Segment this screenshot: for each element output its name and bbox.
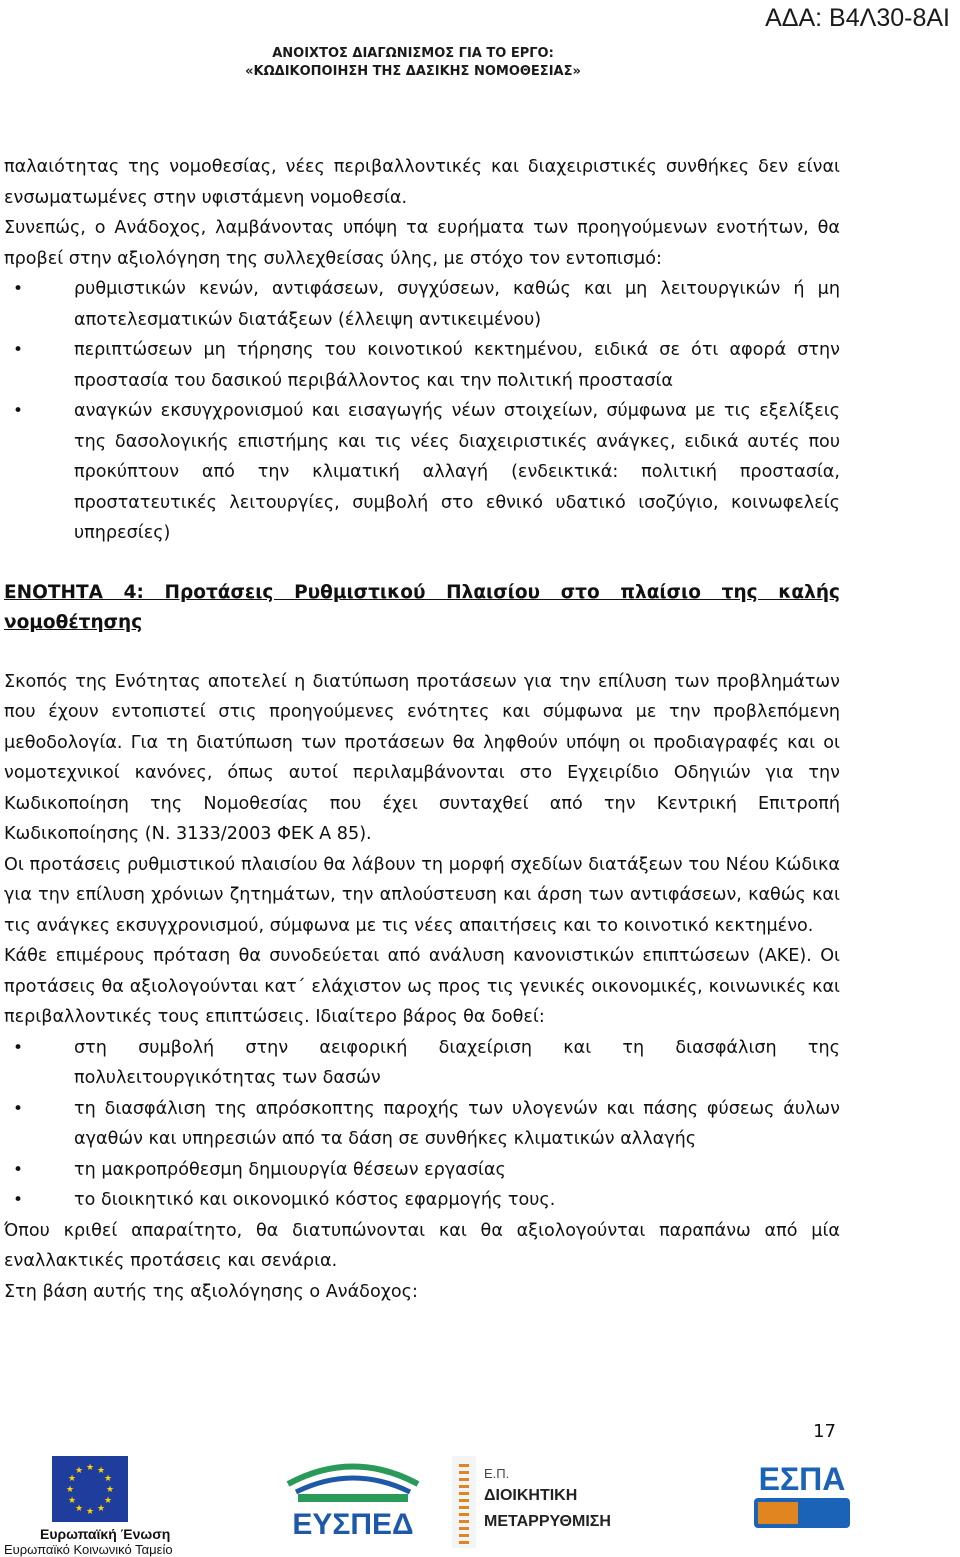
paragraph-alternatives: Όπου κριθεί απαραίτητο, θα διατυπώνονται και θα αξιολογούνται παραπάνω από μία εναλλακτικές προτάσεις και σενάρια. [4,1220,840,1271]
svg-text:★: ★ [96,1466,106,1476]
list-item-text: ρυθμιστικών κενών, αντιφάσεων, συγχύσεων, καθώς και μη λειτουργικών ή μη αποτελεσματικών διατάξεων (έλλειψη αντικειμένου) [74,279,840,330]
svg-text:★: ★ [67,1474,77,1484]
ep-label: Ε.Π. [484,1466,510,1481]
svg-text:★: ★ [85,1463,95,1473]
list-item [4,396,840,549]
bullet-icon: • [13,279,24,299]
svg-text:★: ★ [105,1485,115,1495]
svg-text:★: ★ [103,1474,113,1484]
eu-stars [52,1456,128,1522]
eyspe-logo-icon [268,1454,438,1542]
bullet-icon: • [13,401,24,421]
list-item-text: αναγκών εκσυγχρονισμού και εισαγωγής νέων στοιχείων, σύμφωνα με τις εξελίξεις της δασολογικής επιστήμης και τις νέες διαχειριστικές ανάγκες, ειδικά αυτές που προκύπτουν από την κλιματική αλλαγή (ενδεικτικά: πολιτική προστασία, προστατευτικές λειτουργίες, συμβολή στο εθνικό υδατικό ισοζύγιο, κοινωφελείς υπηρεσίες) [74,401,840,543]
svg-text:★: ★ [103,1496,113,1506]
bullet-icon: • [13,1159,24,1180]
tender-title-line-1: ΑΝΟΙΧΤΟΣ ΔΙΑΓΩΝΙΣΜΟΣ ΓΙΑ ΤΟ ΕΡΓΟ: [272,46,554,61]
list-item [4,1185,840,1216]
svg-text:★: ★ [65,1485,75,1495]
ep-reform-logo [448,1454,648,1550]
ep-admin-label: ΔΙΟΙΚΗΤΙΚΗ [484,1487,578,1504]
ada-code: ΑΔΑ: Β4Λ30-8ΑΙ [765,4,950,32]
espa-logo [744,1452,860,1542]
list-item-text: τη μακροπρόθεσμη δημιουργία θέσεων εργασίας [74,1159,506,1180]
document-body [4,152,840,1307]
svg-text:★: ★ [85,1507,95,1517]
list-item [4,1155,840,1186]
list-item-text: περιπτώσεων μη τήρησης του κοινοτικού κεκτημένου, ειδικά σε ότι αφορά στην προστασία του δασικού περιβάλλοντος και την πολιτική προστασία [74,340,840,391]
list-item [4,274,840,335]
paragraph-purpose: Σκοπός της Ενότητας αποτελεί η διατύπωση προτάσεων για την επίλυση των προβλημάτων που έχουν εντοπιστεί στις προηγούμενες ενότητες και σύμφωνα με την προβλεπόμενη μεθοδολογία. Για τη διατύπωση των προτάσεων θα ληφθούν υπόψη οι προδιαγραφές και οι νομοτεχνικοί κανόνες, όπως αυτοί περιλαμβάνονται στο Εγχειρίδιο Οδηγιών για την Κωδικοποίηση της Νομοθεσίας που έχει συνταχθεί από την Κεντρική Επιτροπή Κωδικοποίησης (Ν. 3133/2003 ΦΕΚ Α 85). [4,671,840,844]
svg-text:★: ★ [96,1504,106,1514]
bullet-list-1 [4,274,840,549]
bullet-icon: • [13,1098,24,1119]
list-item [4,335,840,396]
paragraph-ria: Κάθε επιμέρους πρόταση θα συνοδεύεται από ανάλυση κανονιστικών επιπτώσεων (ΑΚΕ). Οι προτάσεις θα αξιολογούνται κατ΄ ελάχιστον ως προς τις γενικές οικονομικές, κοινωνικές και περιβαλλοντικές τους επιπτώσεις. Ιδιαίτερο βάρος θα δοθεί: [4,946,840,1027]
ep-reform-logo-icon [448,1454,648,1550]
bullet-list-2 [4,1033,840,1216]
list-item-text: τη διασφάλιση της απρόσκοπτης παροχής των υλογενών και πάσης φύσεως άυλων αγαθών και υπηρεσιών από τα δάση σε συνθήκες κλιματικών αλλαγής [74,1098,840,1149]
footer-logos [0,1450,960,1557]
espa-logo-icon [744,1452,860,1542]
list-item-text: στη συμβολή στην αειφορική διαχείριση και τη διασφάλιση της πολυλειτουργικότητας των δασών [74,1037,840,1088]
list-item [4,1033,840,1094]
paragraph-intro-1: παλαιότητας της νομοθεσίας, νέες περιβαλλοντικές και διαχειριστικές συνθήκες δεν είναι ενσωματωμένες στην υφιστάμενη νομοθεσία. [4,157,840,208]
paragraph-contractor: Στη βάση αυτής της αξιολόγησης ο Ανάδοχος: [4,1281,418,1302]
svg-text:★: ★ [74,1466,84,1476]
bullet-icon: • [13,1190,24,1210]
esf-label: Ευρωπαϊκό Κοινωνικό Ταμείο [4,1542,173,1557]
paragraph-intro-2: Συνεπώς, ο Ανάδοχος, λαμβάνοντας υπόψη τα ευρήματα των προηγούμενων ενοτήτων, θα προβεί στην αξιολόγηση της συλλεχθείσας ύλης, με στόχο τον εντοπισμό: [4,218,840,269]
ep-reform-label: ΜΕΤΑΡΡΥΘΜΙΣΗ [484,1513,611,1530]
bullet-icon: • [13,1037,24,1058]
eu-label: Ευρωπαϊκή Ένωση [40,1526,171,1542]
eu-flag-icon [52,1456,128,1522]
eyspe-logo [268,1454,438,1542]
eyspe-label: ΕΥΣΠΕΔ [292,1508,414,1541]
tender-title-line-2: «ΚΩΔΙΚΟΠΟΙΗΣΗ ΤΗΣ ΔΑΣΙΚΗΣ ΝΟΜΟΘΕΣΙΑΣ» [245,64,581,79]
page-number: 17 [813,1421,836,1442]
list-item [4,1094,840,1155]
svg-text:★: ★ [74,1504,84,1514]
bullet-icon: • [13,340,24,360]
list-item-text: το διοικητικό και οικονομικό κόστος εφαρμογής τους. [74,1190,556,1210]
section-heading: ΕΝΟΤΗΤΑ 4: Προτάσεις Ρυθμιστικού Πλαισίου στο πλαίσιο της καλής νομοθέτησης [4,581,840,633]
paragraph-proposals: Οι προτάσεις ρυθμιστικού πλαισίου θα λάβουν τη μορφή σχεδίων διατάξεων του Νέου Κώδικα για την επίλυση χρόνιων ζητημάτων, την απλούστευση και άρση των αντιφάσεων, καθώς και τις ανάγκες εκσυγχρονισμού, σύμφωνα με τις νέες απαιτήσεις και το κοινοτικό κεκτημένο. [4,854,840,936]
espa-label: ΕΣΠΑ [758,1461,846,1497]
svg-text:★: ★ [67,1496,77,1506]
